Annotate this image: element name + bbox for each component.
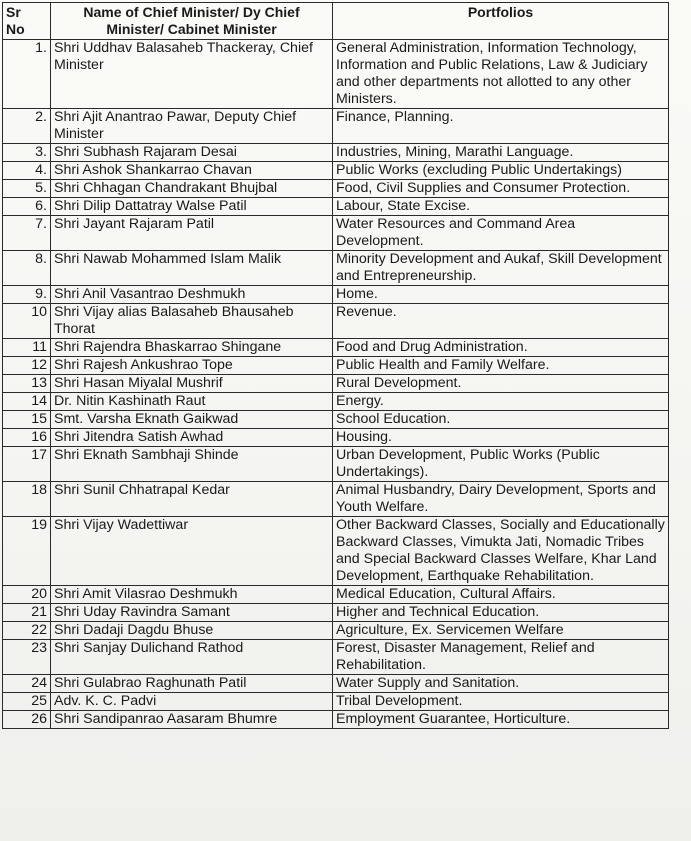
row-portfolio: Food and Drug Administration. — [333, 339, 669, 357]
row-serial-number: 4. — [3, 162, 51, 180]
row-serial-number: 23 — [3, 640, 51, 675]
row-portfolio: Finance, Planning. — [333, 109, 669, 144]
table-row — [3, 447, 669, 482]
table-row — [3, 180, 669, 198]
table-row — [3, 482, 669, 517]
row-serial-number: 10 — [3, 304, 51, 339]
header-name — [51, 3, 333, 40]
row-portfolio: School Education. — [333, 411, 669, 429]
row-portfolio: Labour, State Excise. — [333, 198, 669, 216]
table-row — [3, 162, 669, 180]
row-portfolio: Public Works (excluding Public Undertakings) — [333, 162, 669, 180]
row-portfolio: Minority Development and Aukaf, Skill Development and Entrepreneurship. — [333, 251, 669, 286]
row-minister-name: Shri Jitendra Satish Awhad — [51, 429, 333, 447]
row-serial-number: 25 — [3, 693, 51, 711]
row-portfolio: Home. — [333, 286, 669, 304]
row-serial-number: 19 — [3, 517, 51, 586]
row-portfolio: Water Supply and Sanitation. — [333, 675, 669, 693]
row-portfolio: Rural Development. — [333, 375, 669, 393]
table-row — [3, 304, 669, 339]
row-serial-number: 18 — [3, 482, 51, 517]
row-portfolio: Animal Husbandry, Dairy Development, Sports and Youth Welfare. — [333, 482, 669, 517]
header-sr-line1: Sr — [6, 4, 21, 20]
row-portfolio: Higher and Technical Education. — [333, 604, 669, 622]
row-portfolio: Water Resources and Command Area Development. — [333, 216, 669, 251]
row-serial-number: 8. — [3, 251, 51, 286]
row-minister-name: Shri Vijay Wadettiwar — [51, 517, 333, 586]
table-row — [3, 711, 669, 729]
table-row — [3, 640, 669, 675]
table-body — [3, 40, 669, 729]
row-serial-number: 20 — [3, 586, 51, 604]
row-minister-name: Shri Chhagan Chandrakant Bhujbal — [51, 180, 333, 198]
table-row — [3, 339, 669, 357]
row-serial-number: 3. — [3, 144, 51, 162]
table-row — [3, 286, 669, 304]
row-portfolio: Employment Guarantee, Horticulture. — [333, 711, 669, 729]
row-minister-name: Shri Sunil Chhatrapal Kedar — [51, 482, 333, 517]
row-portfolio: Agriculture, Ex. Servicemen Welfare — [333, 622, 669, 640]
row-portfolio: Energy. — [333, 393, 669, 411]
row-minister-name: Shri Vijay alias Balasaheb Bhausaheb Thorat — [51, 304, 333, 339]
row-serial-number: 7. — [3, 216, 51, 251]
row-serial-number: 11 — [3, 339, 51, 357]
row-serial-number: 6. — [3, 198, 51, 216]
row-minister-name: Shri Eknath Sambhaji Shinde — [51, 447, 333, 482]
row-serial-number: 22 — [3, 622, 51, 640]
row-minister-name: Adv. K. C. Padvi — [51, 693, 333, 711]
row-portfolio: Industries, Mining, Marathi Language. — [333, 144, 669, 162]
row-serial-number: 24 — [3, 675, 51, 693]
row-minister-name: Shri Sanjay Dulichand Rathod — [51, 640, 333, 675]
table-row — [3, 357, 669, 375]
row-serial-number: 12 — [3, 357, 51, 375]
row-serial-number: 21 — [3, 604, 51, 622]
table-row — [3, 604, 669, 622]
table-row — [3, 375, 669, 393]
table-row — [3, 216, 669, 251]
table-row — [3, 586, 669, 604]
table-row — [3, 109, 669, 144]
row-minister-name: Shri Ajit Anantrao Pawar, Deputy Chief Minister — [51, 109, 333, 144]
table-row — [3, 198, 669, 216]
row-portfolio: Tribal Development. — [333, 693, 669, 711]
row-serial-number: 13 — [3, 375, 51, 393]
row-serial-number: 14 — [3, 393, 51, 411]
row-serial-number: 26 — [3, 711, 51, 729]
header-name-line1: Name of Chief Minister/ Dy Chief — [83, 4, 300, 20]
row-minister-name: Shri Nawab Mohammed Islam Malik — [51, 251, 333, 286]
table-row — [3, 40, 669, 109]
row-serial-number: 1. — [3, 40, 51, 109]
header-portfolios: Portfolios — [333, 3, 669, 40]
ministers-table — [2, 2, 669, 729]
row-minister-name: Shri Dadaji Dagdu Bhuse — [51, 622, 333, 640]
row-portfolio: Revenue. — [333, 304, 669, 339]
row-minister-name: Shri Rajendra Bhaskarrao Shingane — [51, 339, 333, 357]
table-row — [3, 251, 669, 286]
table-header — [3, 3, 669, 40]
row-serial-number: 16 — [3, 429, 51, 447]
row-minister-name: Shri Anil Vasantrao Deshmukh — [51, 286, 333, 304]
row-minister-name: Shri Rajesh Ankushrao Tope — [51, 357, 333, 375]
row-portfolio: General Administration, Information Technology, Information and Public Relations, Law & Judiciary and other departments not allotted to any other Ministers. — [333, 40, 669, 109]
row-portfolio: Other Backward Classes, Socially and Educationally Backward Classes, Vimukta Jati, Nomadic Tribes and Special Backward Classes Welfare, Khar Land Development, Earthquake Rehabilitation. — [333, 517, 669, 586]
row-minister-name: Shri Jayant Rajaram Patil — [51, 216, 333, 251]
row-minister-name: Shri Gulabrao Raghunath Patil — [51, 675, 333, 693]
table-row — [3, 693, 669, 711]
row-portfolio: Medical Education, Cultural Affairs. — [333, 586, 669, 604]
table-row — [3, 429, 669, 447]
row-serial-number: 5. — [3, 180, 51, 198]
row-minister-name: Shri Hasan Miyalal Mushrif — [51, 375, 333, 393]
row-minister-name: Shri Subhash Rajaram Desai — [51, 144, 333, 162]
row-minister-name: Shri Amit Vilasrao Deshmukh — [51, 586, 333, 604]
row-portfolio: Public Health and Family Welfare. — [333, 357, 669, 375]
row-minister-name: Shri Ashok Shankarrao Chavan — [51, 162, 333, 180]
row-portfolio: Urban Development, Public Works (Public Undertakings). — [333, 447, 669, 482]
table-row — [3, 411, 669, 429]
row-minister-name: Shri Uday Ravindra Samant — [51, 604, 333, 622]
row-serial-number: 9. — [3, 286, 51, 304]
row-minister-name: Shri Sandipanrao Aasaram Bhumre — [51, 711, 333, 729]
row-serial-number: 2. — [3, 109, 51, 144]
table-row — [3, 675, 669, 693]
row-minister-name: Dr. Nitin Kashinath Raut — [51, 393, 333, 411]
row-minister-name: Smt. Varsha Eknath Gaikwad — [51, 411, 333, 429]
table-row — [3, 622, 669, 640]
table-row — [3, 517, 669, 586]
header-row — [3, 3, 669, 40]
row-minister-name: Shri Dilip Dattatray Walse Patil — [51, 198, 333, 216]
table-row — [3, 144, 669, 162]
row-minister-name: Shri Uddhav Balasaheb Thackeray, Chief Minister — [51, 40, 333, 109]
row-portfolio: Forest, Disaster Management, Relief and Rehabilitation. — [333, 640, 669, 675]
header-sr-line2: No — [6, 21, 25, 37]
row-portfolio: Housing. — [333, 429, 669, 447]
header-sr-no — [3, 3, 51, 40]
row-serial-number: 17 — [3, 447, 51, 482]
row-portfolio: Food, Civil Supplies and Consumer Protection. — [333, 180, 669, 198]
table-row — [3, 393, 669, 411]
row-serial-number: 15 — [3, 411, 51, 429]
header-name-line2: Minister/ Cabinet Minister — [106, 21, 277, 37]
